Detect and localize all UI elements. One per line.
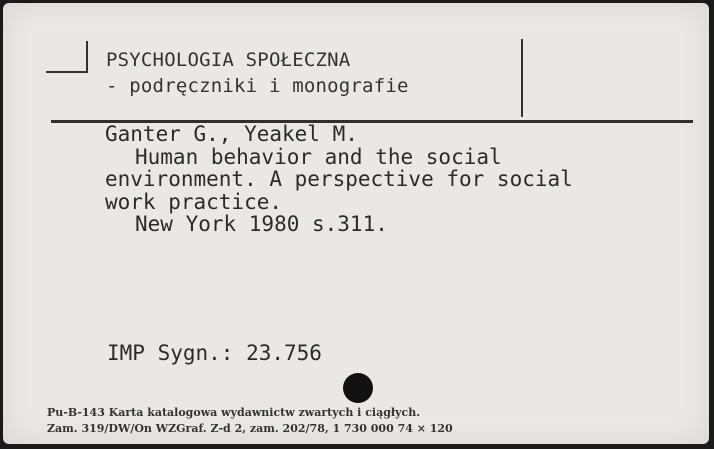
- entry-title-line-3: work practice.: [105, 189, 283, 214]
- card-footer: [47, 405, 453, 437]
- header-line-2: - podręczniki i monografie: [106, 75, 409, 97]
- punch-hole: [343, 373, 373, 403]
- footer-line-1: Pu-B-143 Karta katalogowa wydawnictw zwartych i ciągłych.: [47, 406, 421, 419]
- entry-title-line-1: Human behavior and the social: [135, 144, 502, 169]
- catalog-card: [3, 3, 709, 444]
- entry-publication: New York 1980 s.311.: [135, 212, 388, 236]
- header-line-1: PSYCHOLOGIA SPOŁECZNA: [106, 49, 351, 71]
- header-divider-vertical: [521, 39, 523, 117]
- entry-author: Ganter G., Yeakel M.: [105, 122, 358, 146]
- entry-title-line-2: environment. A perspective for social: [105, 167, 573, 191]
- corner-mark: [46, 41, 88, 73]
- header-title: [106, 47, 409, 99]
- shelf-signature: IMP Sygn.: 23.756: [107, 341, 322, 365]
- footer-line-2: Zam. 319/DW/On WZGraf. Z-d 2, zam. 202/78, 1 730 000 74 × 120: [47, 422, 453, 435]
- catalog-entry: [105, 123, 573, 236]
